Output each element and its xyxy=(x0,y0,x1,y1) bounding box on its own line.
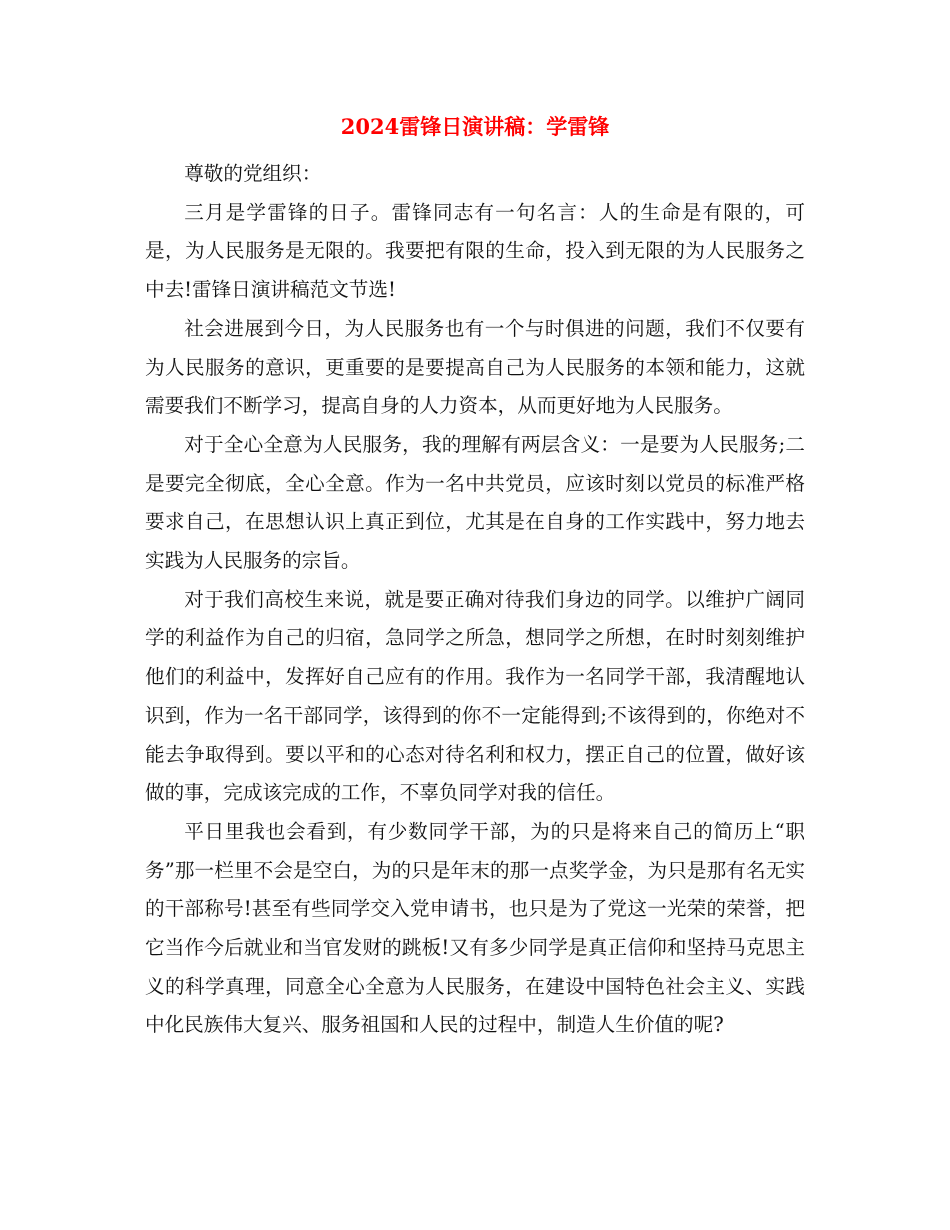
paragraph-3: 对于全心全意为人民服务，我的理解有两层含义：一是要为人民服务;二是要完全彻底，全心全意。作为一名中共党员，应该时刻以党员的标准严格要求自己，在思想认识上真正到位，尤其是在自身的工作实践中，努力地去实践为人民服务的宗旨。 xyxy=(145,432,805,573)
salutation: 尊敬的党组织： xyxy=(184,162,322,185)
document-title: 2024雷锋日演讲稿：学雷锋 xyxy=(340,114,610,139)
document-body xyxy=(145,155,805,1045)
paragraph-1: 三月是学雷锋的日子。雷锋同志有一句名言：人的生命是有限的，可是，为人民服务是无限的。我要把有限的生命，投入到无限的为人民服务之中去!雷锋日演讲稿范文节选! xyxy=(145,200,805,302)
paragraph-4: 对于我们高校生来说，就是要正确对待我们身边的同学。以维护广阔同学的利益作为自己的归宿，急同学之所急，想同学之所想，在时时刻刻维护他们的利益中，发挥好自己应有的作用。我作为一名同学干部，我清醒地认识到，作为一名干部同学，该得到的你不一定能得到;不该得到的，你绝对不能去争取得到。要以平和的心态对待名利和权力，摆正自己的位置，做好该做的事，完成该完成的工作，不辜负同学对我的信任。 xyxy=(145,587,805,805)
paragraph-2: 社会进展到今日，为人民服务也有一个与时俱进的问题，我们不仅要有为人民服务的意识，更重要的是要提高自己为人民服务的本领和能力，这就需要我们不断学习，提高自身的人力资本，从而更好地为人民服务。 xyxy=(145,316,805,418)
paragraph-5: 平日里我也会看到，有少数同学干部，为的只是将来自己的简历上“职务”那一栏里不会是空白，为的只是年末的那一点奖学金，为只是那有名无实的干部称号!甚至有些同学交入党申请书，也只是为了党这一光荣的荣誉，把它当作今后就业和当官发财的跳板!又有多少同学是真正信仰和坚持马克思主义的科学真理，同意全心全意为人民服务，在建设中国特色社会主义、实践中化民族伟大复兴、服务祖国和人民的过程中，制造人生价值的呢? xyxy=(145,819,805,1037)
